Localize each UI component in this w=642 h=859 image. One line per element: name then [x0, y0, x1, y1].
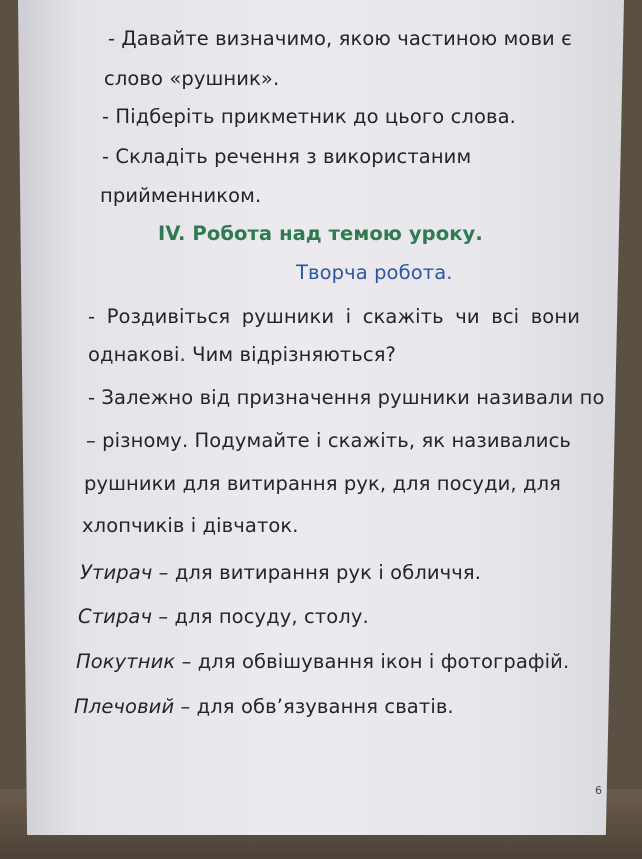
term: Утирач: [80, 561, 153, 584]
text-line: слово «рушник».: [104, 67, 280, 90]
term-line: [78, 605, 369, 628]
term: Стирач: [78, 605, 153, 628]
term-definition: – для обвішування ікон і фотографій.: [175, 650, 570, 673]
text-line: [88, 305, 580, 328]
word: скажіть: [362, 305, 444, 328]
word: вони: [530, 305, 580, 328]
section-heading: IV. Робота над темою уроку.: [158, 222, 483, 245]
text-line: прийменником.: [100, 184, 262, 207]
page-number: 6: [595, 784, 602, 797]
term: Покутник: [76, 650, 176, 673]
text-line: - Давайте визначимо, якою частиною мови є: [108, 27, 572, 50]
word: рушники: [241, 305, 335, 328]
term-definition: – для посуду, столу.: [152, 605, 369, 628]
term-line: [74, 695, 454, 718]
text-line: однакові. Чим відрізняються?: [88, 343, 396, 366]
term-line: [80, 561, 481, 584]
word: всі: [491, 305, 520, 328]
text-line: – різному. Подумайте і скажіть, як називались: [86, 429, 571, 452]
text-line: рушники для витирання рук, для посуди, для: [84, 472, 561, 495]
section-subheading: Творча робота.: [296, 261, 453, 284]
text-line: - Підберіть прикметник до цього слова.: [102, 105, 516, 128]
term: Плечовий: [74, 695, 175, 718]
word: -: [88, 305, 96, 328]
term-line: [76, 650, 569, 673]
text-line: хлопчиків і дівчаток.: [82, 514, 299, 537]
word: і: [345, 305, 352, 328]
term-definition: – для обв’язування сватів.: [174, 695, 454, 718]
text-line: - Залежно від призначення рушники називали по: [88, 386, 605, 409]
word: Роздивіться: [106, 305, 231, 328]
word: чи: [455, 305, 480, 328]
term-definition: – для витирання рук і обличчя.: [152, 561, 482, 584]
text-line: - Складіть речення з використаним: [102, 145, 472, 168]
